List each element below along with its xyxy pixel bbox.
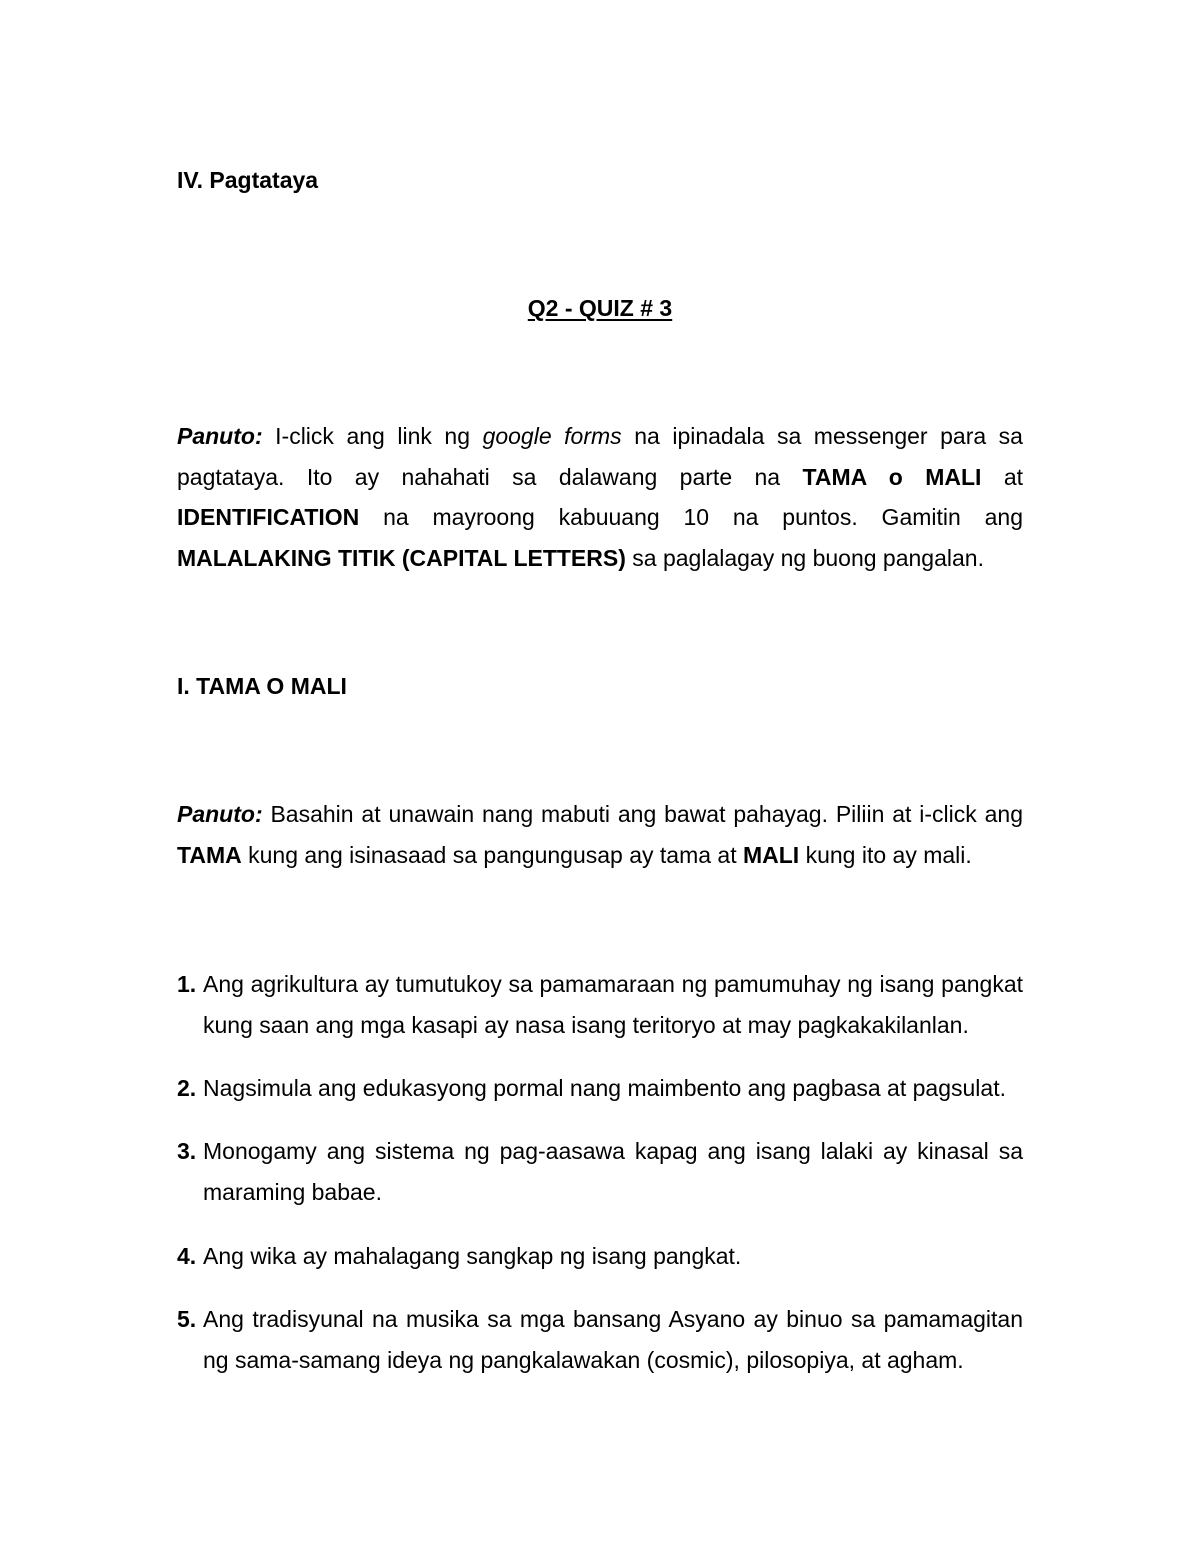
item-number: 4. xyxy=(177,1243,197,1269)
section-heading: IV. Pagtataya xyxy=(177,167,319,193)
item-text: Monogamy ang sistema ng pag-aasawa kapag ang isang lalaki ay kinasal sa maraming babae. xyxy=(203,1138,1023,1205)
item-text: Ang agrikultura ay tumutukoy sa pamamaraan ng pamumuhay ng isang pangkat kung saan ang mga kasapi ay nasa isang teritoryo at may pagkakakilanlan. xyxy=(203,971,1023,1038)
instructions-text-3: at xyxy=(981,463,1024,490)
instructions-text-5: sa paglalagay ng buong pangalan. xyxy=(625,544,984,571)
mali-emphasis: MALI xyxy=(742,841,800,868)
instructions-text-4: na mayroong kabuuang 10 na puntos. Gamitin ang xyxy=(359,504,1023,530)
capital-letters-emphasis: MALALAKING TITIK (CAPITAL LETTERS) xyxy=(177,544,626,571)
google-forms-text: google forms xyxy=(482,423,622,449)
item-number: 1. xyxy=(177,971,197,997)
list-item xyxy=(177,1068,1023,1109)
list-item xyxy=(177,1299,1023,1380)
instructions-label: Panuto: xyxy=(177,423,263,449)
item-number: 3. xyxy=(177,1138,197,1164)
instructions-text-1: I-click ang link ng xyxy=(262,423,483,449)
item-text: Nagsimula ang edukasyong pormal nang maimbento ang pagbasa at pagsulat. xyxy=(203,1075,1006,1101)
item-number: 2. xyxy=(177,1075,197,1101)
item-text: Ang tradisyunal na musika sa mga bansang Asyano ay binuo sa pamamagitan ng sama-samang ideya ng pangkalawakan (cosmic), pilosopiya, at agham. xyxy=(203,1306,1023,1373)
list-item xyxy=(177,964,1023,1045)
part1-directions xyxy=(177,794,1023,875)
identification-emphasis: IDENTIFICATION xyxy=(177,504,360,530)
part1-directions-text-2: kung ang isinasaad sa pangungusap ay tama at xyxy=(241,841,743,868)
part1-directions-text-1: Basahin at unawain nang mabuti ang bawat pahayag. Piliin at i-click ang xyxy=(262,801,1023,827)
part1-directions-label: Panuto: xyxy=(177,801,263,827)
instructions-paragraph xyxy=(177,416,1023,578)
item-text: Ang wika ay mahalagang sangkap ng isang pangkat. xyxy=(203,1243,742,1269)
quiz-title-text: Q2 - QUIZ # 3 xyxy=(527,295,673,321)
tama-o-mali-emphasis: TAMA o MALI xyxy=(802,463,982,490)
part1-directions-text-3: kung ito ay mali. xyxy=(799,841,972,868)
list-item xyxy=(177,1236,1023,1277)
instructions-text-2: na ipinadala sa messenger para sa pagtataya. Ito ay nahahati sa dalawang parte na xyxy=(177,423,1023,490)
list-item xyxy=(177,1131,1023,1212)
part1-heading: I. TAMA O MALI xyxy=(177,673,347,699)
tama-emphasis: TAMA xyxy=(177,841,242,868)
quiz-title xyxy=(177,293,1023,323)
item-number: 5. xyxy=(177,1306,197,1332)
